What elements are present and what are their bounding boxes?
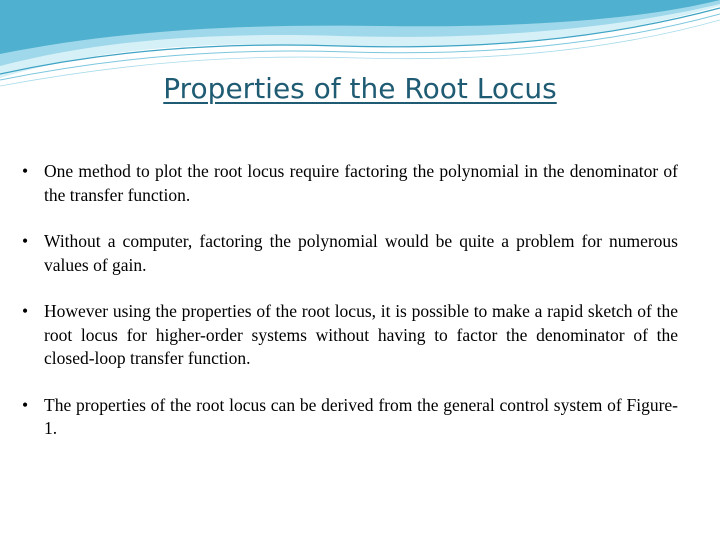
bullet-item [22,230,678,277]
bullet-dot: • [22,161,29,181]
bullet-item [22,394,678,441]
bullet-list [22,160,678,464]
bullet-item [22,300,678,371]
bullet-text: However using the properties of the root locus, it is possible to make a rapid sketch of the root locus for higher-order systems without having to factor the denominator of the closed-loop transfer function. [44,301,678,368]
bullet-dot: • [22,231,29,251]
bullet-dot: • [22,301,29,321]
bullet-text: One method to plot the root locus require factoring the polynomial in the denominator of the transfer function. [44,161,678,205]
bullet-text: Without a computer, factoring the polynomial would be quite a problem for numerous values of gain. [44,231,678,275]
bullet-item [22,160,678,207]
bullet-text: The properties of the root locus can be derived from the general control system of Figure-1. [44,394,678,438]
slide-title: Properties of the Root Locus [163,72,557,105]
bullet-dot: • [22,394,29,415]
